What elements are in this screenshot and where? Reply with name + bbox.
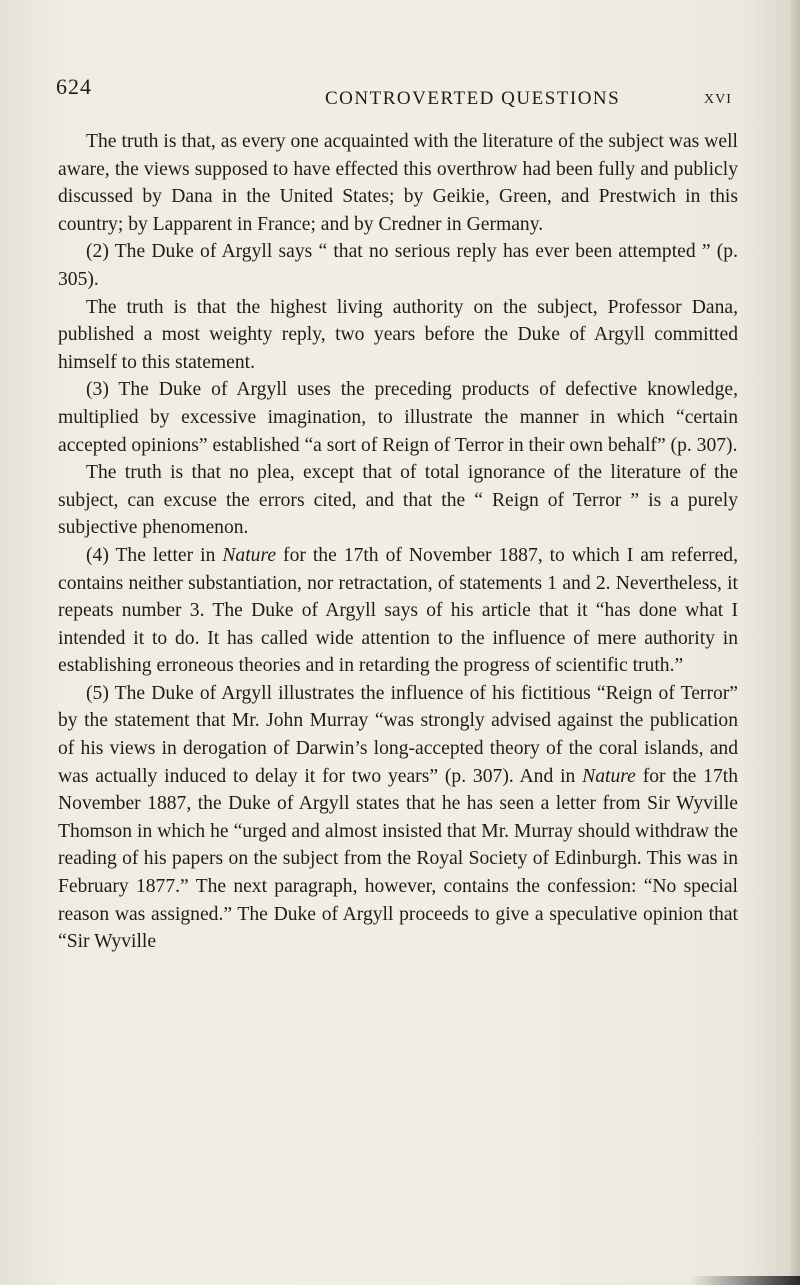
body-text: [58, 128, 738, 956]
paragraph-claim-5-before: (5) The Duke of Argyll illustrates the influence of his fictitious “Reign of Terror” by the statement that Mr. John Murray “was strongly advised against the publication of his views in derogation of Darwin’s long-accepted theory of the coral islands, and was actually induced to delay it for two years” (p. 307). And in: [58, 682, 738, 787]
paragraph-claim-4-after: for the 17th of November 1887, to which I am referred, contains neither substantiation, nor retractation, of statements 1 and 2. Nevertheless, it repeats number 3. The Duke of Argyll says of his article that it “has done what I intended it to do. It has called wide attention to the influence of mere authority in establishing erroneous theories and in retarding the progress of scientific truth.”: [58, 544, 738, 677]
paragraph-claim-5: [58, 680, 738, 956]
paragraph-truth-literature: The truth is that, as every one acquainted with the literature of the subject was well aware, the views supposed to have effected this overthrow had been fully and publicly discussed by Dana in the United States; by Geikie, Green, and Prestwich in this country; by Lapparent in France; and by Credner in Germany.: [58, 131, 738, 235]
paragraph-truth-dana: The truth is that the highest living authority on the subject, Professor Dana, published a most weighty reply, two years before the Duke of Argyll committed himself to this statement.: [58, 296, 738, 373]
journal-title-nature: Nature: [222, 544, 277, 566]
page-header: [0, 74, 800, 114]
page-number: 624: [56, 74, 92, 99]
page-corner-shadow: [690, 1276, 800, 1285]
paragraph-claim-4: [58, 542, 738, 680]
paragraph-claim-2: (2) The Duke of Argyll says “ that no serious reply has ever been attempted ” (p. 305).: [58, 241, 738, 290]
paragraph-claim-5-after: for the 17th November 1887, the Duke of Argyll states that he has seen a letter from Sir Wyville Thomson in which he “urged and almost insisted that Mr. Murray should withdraw the reading of his papers on the subject from the Royal Society of Edinburgh. This was in February 1877.” The next paragraph, however, contains the confession: “No special reason was assigned.” The Duke of Argyll proceeds to give a speculative opinion that “Sir Wyville: [58, 765, 738, 953]
running-head: CONTROVERTED QUESTIONS: [325, 88, 621, 109]
paragraph-truth-reign: The truth is that no plea, except that of total ignorance of the literature of the subject, can excuse the errors cited, and that the “ Reign of Terror ” is a purely subjective phenomenon.: [58, 462, 738, 539]
chapter-numeral: XVI: [704, 92, 732, 107]
journal-title-nature: Nature: [582, 765, 636, 787]
page-edge-shadow: [790, 0, 800, 1285]
paragraph-claim-3: (3) The Duke of Argyll uses the preceding products of defective knowledge, multiplied by excessive imagination, to illustrate the manner in which “certain accepted opinions” established “a sort of Reign of Terror in their own behalf” (p. 307).: [58, 379, 738, 456]
paragraph-claim-4-before: (4) The letter in: [86, 544, 223, 566]
